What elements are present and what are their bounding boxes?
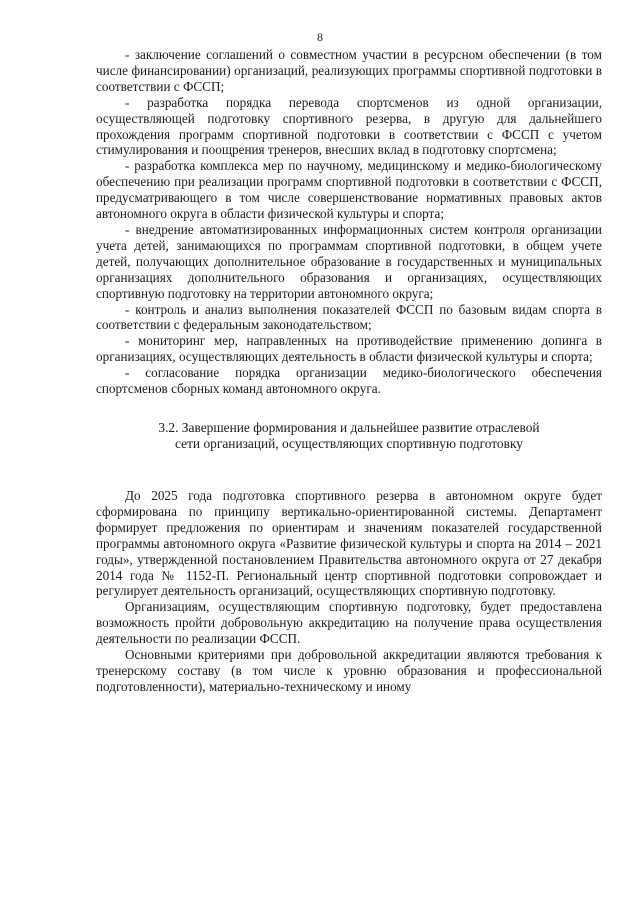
bullet-item: - контроль и анализ выполнения показателей ФССП по базовым видам спорта в соответствии с федеральным законодательством;: [96, 301, 602, 333]
bullet-item: - внедрение автоматизированных информационных систем контроля организации учета детей, занимающихся по программам спортивной подготовки, в общем учете детей, получающих дополнительное образование в государственных и муниципальных организациях дополнительного образования и организациях, осуществляющих спортивную подготовку на территории автономного округа;: [96, 221, 602, 301]
section-heading-line: 3.2. Завершение формирования и дальнейшее развитие отраслевой: [158, 420, 540, 435]
section-heading: [96, 420, 602, 452]
bullet-item: - разработка порядка перевода спортсменов из одной организации, осуществляющей подготовку спортивного резерва, в другую для дальнейшего прохождения программ спортивной подготовки в соответствии с ФССП с учетом стимулирования и поощрения тренеров, внесших вклад в подготовку спортсмена;: [96, 94, 602, 158]
paragraph: Организациям, осуществляющим спортивную подготовку, будет предоставлена возможность пройти добровольную аккредитацию на получение права осуществления деятельности по реализации ФССП.: [96, 599, 602, 647]
paragraph: До 2025 года подготовка спортивного резерва в автономном округе будет сформирована по принципу вертикально-ориентированной системы. Департамент формирует предложения по ориентирам и значениям показателей государственной программы автономного округа «Развитие физической культуры и спорта на 2014 – 2021 годы», утвержденной постановлением Правительства автономного округа от 27 декабря 2014 года № 1152-П. Региональный центр спортивной подготовки сопровождает и регулирует деятельность организаций, осуществляющих спортивную подготовку.: [96, 488, 602, 599]
paragraph: Основными критериями при добровольной аккредитации являются требования к тренерскому составу (в том числе к уровню образования и профессиональной подготовленности), материально-техническому и иному: [96, 647, 602, 694]
bullet-item: - заключение соглашений о совместном участии в ресурсном обеспечении (в том числе финансировании) организаций, реализующих программы спортивной подготовки в соответствии с ФССП;: [96, 47, 602, 94]
bullet-item: - согласование порядка организации медико-биологического обеспечения спортсменов сборных команд автономного округа.: [96, 365, 602, 397]
section-heading-line: сети организаций, осуществляющих спортивную подготовку: [175, 436, 523, 451]
body-text: [96, 488, 602, 695]
page-number: 8: [317, 30, 323, 44]
bullet-item: - разработка комплекса мер по научному, медицинскому и медико-биологическому обеспечению при реализации программ спортивной подготовки в соответствии с ФССП, предусматривающего в том числе совершенствование нормативных правовых актов автономного округа в области физической культуры и спорта;: [96, 158, 602, 222]
bullet-list: [96, 47, 602, 397]
bullet-item: - мониторинг мер, направленных на противодействие применению допинга в организациях, осуществляющих деятельность в области физической культуры и спорта;: [96, 333, 602, 365]
